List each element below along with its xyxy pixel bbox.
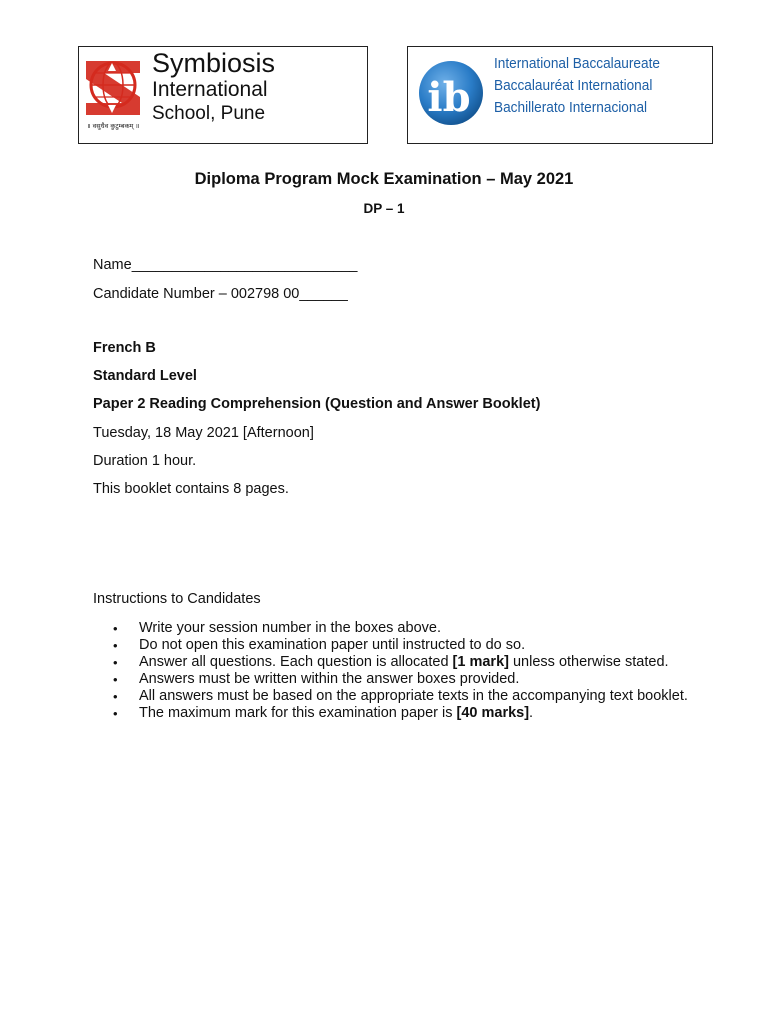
- bullet-icon: •: [113, 706, 118, 721]
- exam-duration: Duration 1 hour.: [93, 453, 197, 469]
- ib-name-line1: International Baccalaureate: [494, 56, 660, 72]
- exam-title: Diploma Program Mock Examination – May 2021: [194, 170, 574, 188]
- paper-title: Paper 2 Reading Comprehension (Question and Answer Booklet): [93, 396, 541, 412]
- instruction-item: • The maximum mark for this examination paper is [40 marks].: [113, 705, 534, 721]
- bullet-icon: •: [113, 689, 118, 704]
- school-header-box: [78, 46, 368, 144]
- exam-subtitle: DP – 1: [363, 201, 405, 216]
- instruction-item: • Do not open this examination paper until instructed to do so.: [113, 637, 526, 653]
- name-label: Name: [93, 257, 132, 273]
- instruction-item: • All answers must be based on the appropriate texts in the accompanying text booklet.: [113, 688, 688, 704]
- instruction-item: • Write your session number in the boxes above.: [113, 620, 441, 636]
- instruction-item: • Answers must be written within the answer boxes provided.: [113, 671, 520, 687]
- candidate-number-field: Candidate Number – 002798 00______: [93, 286, 348, 302]
- school-name-line3: School, Pune: [152, 103, 266, 124]
- ib-name-line3: Bachillerato Internacional: [494, 100, 648, 116]
- exam-date: Tuesday, 18 May 2021 [Afternoon]: [93, 425, 314, 441]
- bullet-icon: •: [113, 672, 118, 687]
- name-field: [93, 257, 358, 273]
- ib-name-line2: Baccalauréat International: [494, 78, 653, 94]
- ib-logo-icon: [414, 49, 484, 135]
- ib-header-box: [407, 46, 713, 144]
- instructions-list: [113, 620, 688, 722]
- bullet-icon: •: [113, 655, 118, 670]
- instruction-item: • Answer all questions. Each question is allocated [1 mark] unless otherwise stated.: [113, 654, 669, 670]
- school-name-line1: Symbiosis: [152, 48, 276, 78]
- school-name-line2: International: [152, 78, 268, 101]
- page-count: This booklet contains 8 pages.: [93, 481, 289, 497]
- ib-logo-text: ib: [427, 74, 471, 121]
- bullet-icon: •: [113, 638, 118, 653]
- level: Standard Level: [93, 368, 197, 384]
- bullet-icon: •: [113, 621, 118, 636]
- subject: French B: [93, 340, 156, 356]
- instructions-heading: Instructions to Candidates: [93, 591, 261, 607]
- name-blank: ____________________________: [131, 257, 358, 273]
- school-motto: ॥ वसुधैव कुटुम्बकम् ॥: [86, 122, 140, 130]
